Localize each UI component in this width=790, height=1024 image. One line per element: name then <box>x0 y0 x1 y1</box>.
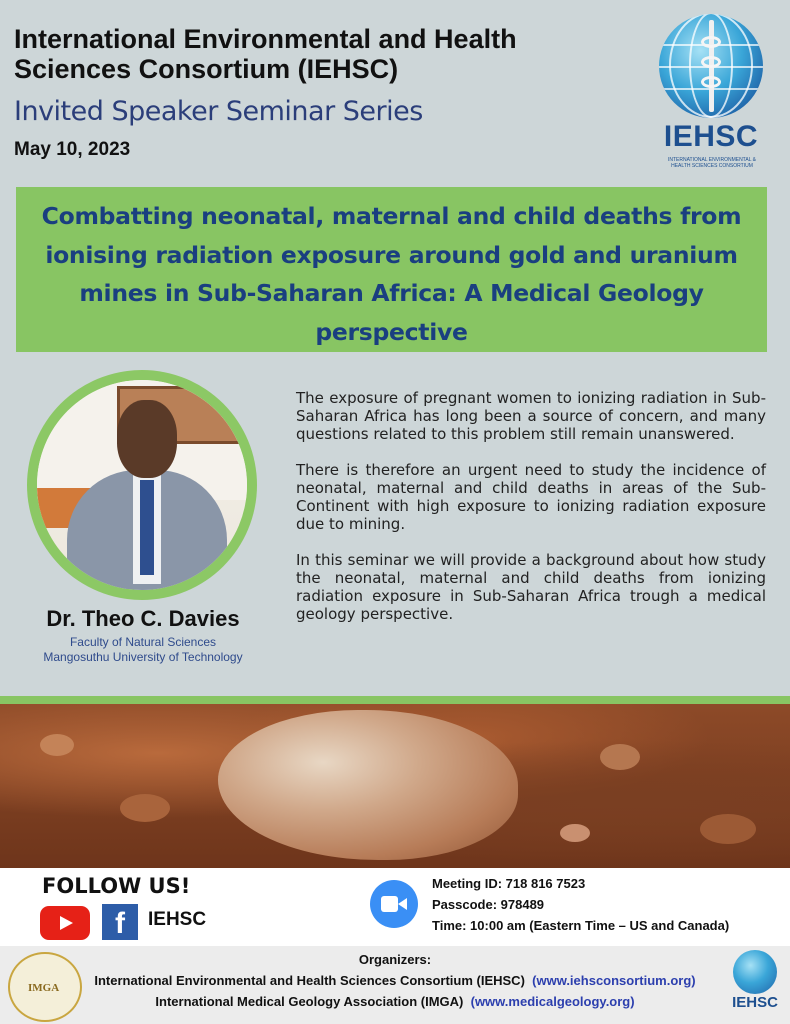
organizer-name: International Environmental and Health Sciences Consortium (IEHSC) <box>94 973 525 988</box>
speaker-university: Mangosuthu University of Technology <box>43 650 243 664</box>
speaker-affiliation <box>18 635 268 665</box>
abstract-paragraph: In this seminar we will provide a background about how study the neonatal, maternal and child deaths from ionizing radiation exposure in Sub-Saharan Africa trough a medical geology perspective. <box>296 551 766 623</box>
organizer-imga <box>0 994 790 1009</box>
meeting-details <box>432 873 729 936</box>
seminar-title-box <box>16 187 767 352</box>
seminar-abstract <box>296 389 766 641</box>
organizer-iehsc <box>0 973 790 988</box>
speaker-photo <box>27 370 257 600</box>
speaker-faculty: Faculty of Natural Sciences <box>69 635 217 649</box>
meeting-id: Meeting ID: 718 816 7523 <box>432 876 586 891</box>
small-logo-text: IEHSC <box>732 994 778 1011</box>
org-name: International Environmental and Health Sciences Consortium (IEHSC) <box>14 24 517 84</box>
imga-logo-text: IMGA <box>28 982 60 994</box>
facebook-icon[interactable]: f <box>102 904 138 940</box>
youtube-icon[interactable] <box>40 906 90 940</box>
divider-bar <box>0 696 790 704</box>
organizer-link[interactable]: (www.iehsconsortium.org) <box>532 973 696 988</box>
seminar-title: Combatting neonatal, maternal and child deaths from ionising radiation exposure around gold and uranium mines in Sub-Saharan Africa: A Medical Geology perspective <box>41 202 742 346</box>
globe-icon <box>733 950 777 994</box>
meeting-passcode: Passcode: 978489 <box>432 897 545 912</box>
follow-heading: FOLLOW US! <box>42 874 191 898</box>
iehsc-logo <box>656 14 766 169</box>
social-handle[interactable]: IEHSC <box>148 909 207 930</box>
abstract-paragraph: The exposure of pregnant women to ionizing radiation in Sub-Saharan Africa has long been a source of concern, and many questions related to this problem still remain unanswered. <box>296 389 766 443</box>
meeting-time: Time: 10:00 am (Eastern Time – US and Canada) <box>432 918 730 933</box>
globe-caduceus-icon <box>659 14 763 118</box>
logo-acronym: IEHSC <box>663 120 759 153</box>
seminar-date: May 10, 2023 <box>14 139 131 160</box>
logo-subtitle: INTERNATIONAL ENVIRONMENTAL & HEALTH SCIENCES CONSORTIUM <box>667 157 757 169</box>
iehsc-small-logo <box>728 950 782 1020</box>
speaker-name: Dr. Theo C. Davies <box>46 606 240 631</box>
organizers-heading: Organizers: <box>358 952 432 967</box>
soil-rock-image <box>0 704 790 868</box>
organizer-link[interactable]: (www.medicalgeology.org) <box>470 994 635 1009</box>
organizer-name: International Medical Geology Association (IMGA) <box>155 994 464 1009</box>
abstract-paragraph: There is therefore an urgent need to study the incidence of neonatal, maternal and child deaths in areas of the Sub-Continent with high exposure to ionizing radiation exposure due to mining. <box>296 461 766 533</box>
seminar-series: Invited Speaker Seminar Series <box>14 96 423 127</box>
zoom-icon <box>370 880 418 928</box>
